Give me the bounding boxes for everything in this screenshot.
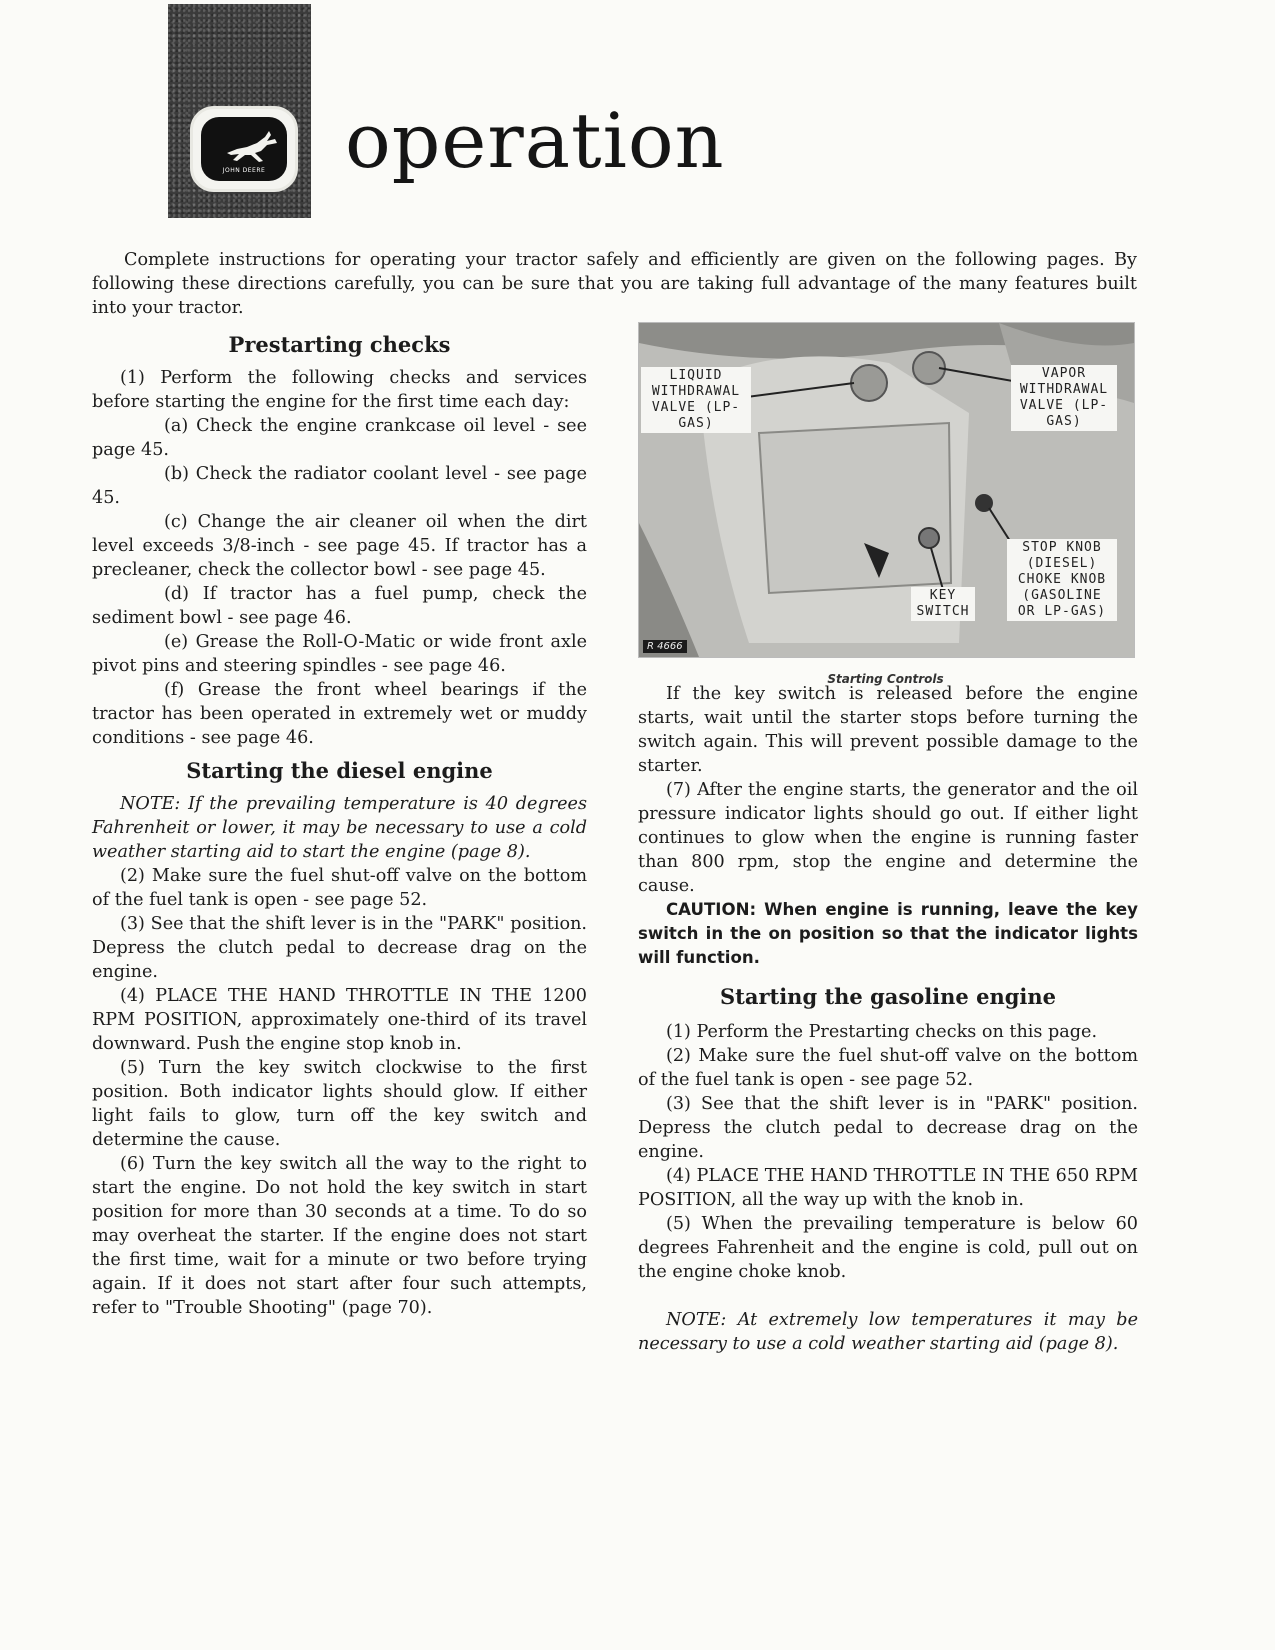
page-title: operation (345, 96, 725, 185)
header-photo-block (168, 4, 311, 218)
gasoline-step-1: (1) Perform the Prestarting checks on this page. (666, 1022, 1098, 1042)
label-stop-choke-knob: STOP KNOB (DIESEL) CHOKE KNOB (GASOLINE OR LP-GAS) (1007, 539, 1117, 621)
diesel-step-6: (6) Turn the key switch all the way to the right to start the engine. Do not hold the key switch in start position for more than 30 seconds at a time. To do so may overheat the starter. If the engine does not start the first time, wait for a minute or two before trying again. If it does not start after four such attempts, refer to "Trouble Shooting" (page 70). (92, 1154, 587, 1318)
right-column (638, 682, 1138, 1356)
prestart-check-f: (f) Grease the front wheel bearings if the tractor has been operated in extremely wet or muddy conditions - see page 46. (92, 680, 587, 748)
left-column (92, 330, 587, 1320)
caution-text: CAUTION: When engine is running, leave the key switch in the on position so that the indicator lights will function. (638, 900, 1138, 967)
gasoline-step-5: (5) When the prevailing temperature is below 60 degrees Fahrenheit and the engine is cold, pull out on the engine choke knob. (638, 1214, 1138, 1282)
intro-paragraph: Complete instructions for operating your tractor safely and efficiently are given on the following pages. By following these directions carefully, you can be sure that you are taking full advantage of the many features built into your tractor. (92, 250, 1137, 318)
prestart-check-e: (e) Grease the Roll-O-Matic or wide front axle pivot pins and steering spindles - see page 46. (92, 632, 587, 676)
diesel-step-7: (7) After the engine starts, the generator and the oil pressure indicator lights should go out. If either light continues to glow when the engine is running faster than 800 rpm, stop the engine and determine the cause. (638, 780, 1138, 896)
diesel-note: NOTE: If the prevailing temperature is 40 degrees Fahrenheit or lower, it may be necessary to use a cold weather starting aid to start the engine (page 8). (92, 794, 587, 862)
diesel-step-5: (5) Turn the key switch clockwise to the first position. Both indicator lights should glow. If either light fails to glow, turn off the key switch and determine the cause. (92, 1058, 587, 1150)
gasoline-heading: Starting the gasoline engine (719, 984, 1057, 1009)
label-key-switch: KEY SWITCH (911, 587, 975, 621)
prestart-check-b: (b) Check the radiator coolant level - see page 45. (92, 464, 587, 508)
gasoline-step-4: (4) PLACE THE HAND THROTTLE IN THE 650 RPM POSITION, all the way up with the knob in. (638, 1166, 1138, 1210)
diesel-step-4: (4) PLACE THE HAND THROTTLE IN THE 1200 RPM POSITION, approximately one-third of its travel downward. Push the engine stop knob in. (92, 986, 587, 1054)
diesel-heading: Starting the diesel engine (186, 758, 493, 783)
label-vapor-withdrawal: VAPOR WITHDRAWAL VALVE (LP-GAS) (1011, 365, 1117, 431)
gasoline-note: NOTE: At extremely low temperatures it may be necessary to use a cold weather starting aid (page 8). (638, 1310, 1138, 1354)
logo-text: JOHN DEERE (222, 167, 266, 174)
diesel-step-2: (2) Make sure the fuel shut-off valve on the bottom of the fuel tank is open - see page 52. (92, 866, 587, 910)
starting-controls-photo (638, 322, 1135, 658)
label-liquid-withdrawal: LIQUID WITHDRAWAL VALVE (LP-GAS) (641, 367, 751, 433)
figure-code: R 4666 (643, 640, 687, 653)
prestart-step-1: (1) Perform the following checks and services before starting the engine for the first time each day: (92, 368, 587, 412)
leaping-deer-icon (221, 127, 281, 167)
gasoline-step-2: (2) Make sure the fuel shut-off valve on the bottom of the fuel tank is open - see page 52. (638, 1046, 1138, 1090)
diesel-step-3: (3) See that the shift lever is in the "PARK" position. Depress the clutch pedal to decrease drag on the engine. (92, 914, 587, 982)
prestart-check-c: (c) Change the air cleaner oil when the dirt level exceeds 3/8-inch - see page 45. If tractor has a precleaner, check the collector bowl - see page 45. (92, 512, 587, 580)
prestart-check-d: (d) If tractor has a fuel pump, check the sediment bowl - see page 46. (92, 584, 587, 628)
diesel-continued: If the key switch is released before the engine starts, wait until the starter stops before turning the switch again. This will prevent possible damage to the starter. (638, 684, 1138, 776)
gasoline-step-3: (3) See that the shift lever is in "PARK" position. Depress the clutch pedal to decrease drag on the engine. (638, 1094, 1138, 1162)
figure-caption: Starting Controls (827, 672, 944, 686)
prestarting-heading: Prestarting checks (228, 332, 451, 357)
prestart-check-a: (a) Check the engine crankcase oil level - see page 45. (92, 416, 587, 460)
john-deere-logo (190, 106, 298, 192)
